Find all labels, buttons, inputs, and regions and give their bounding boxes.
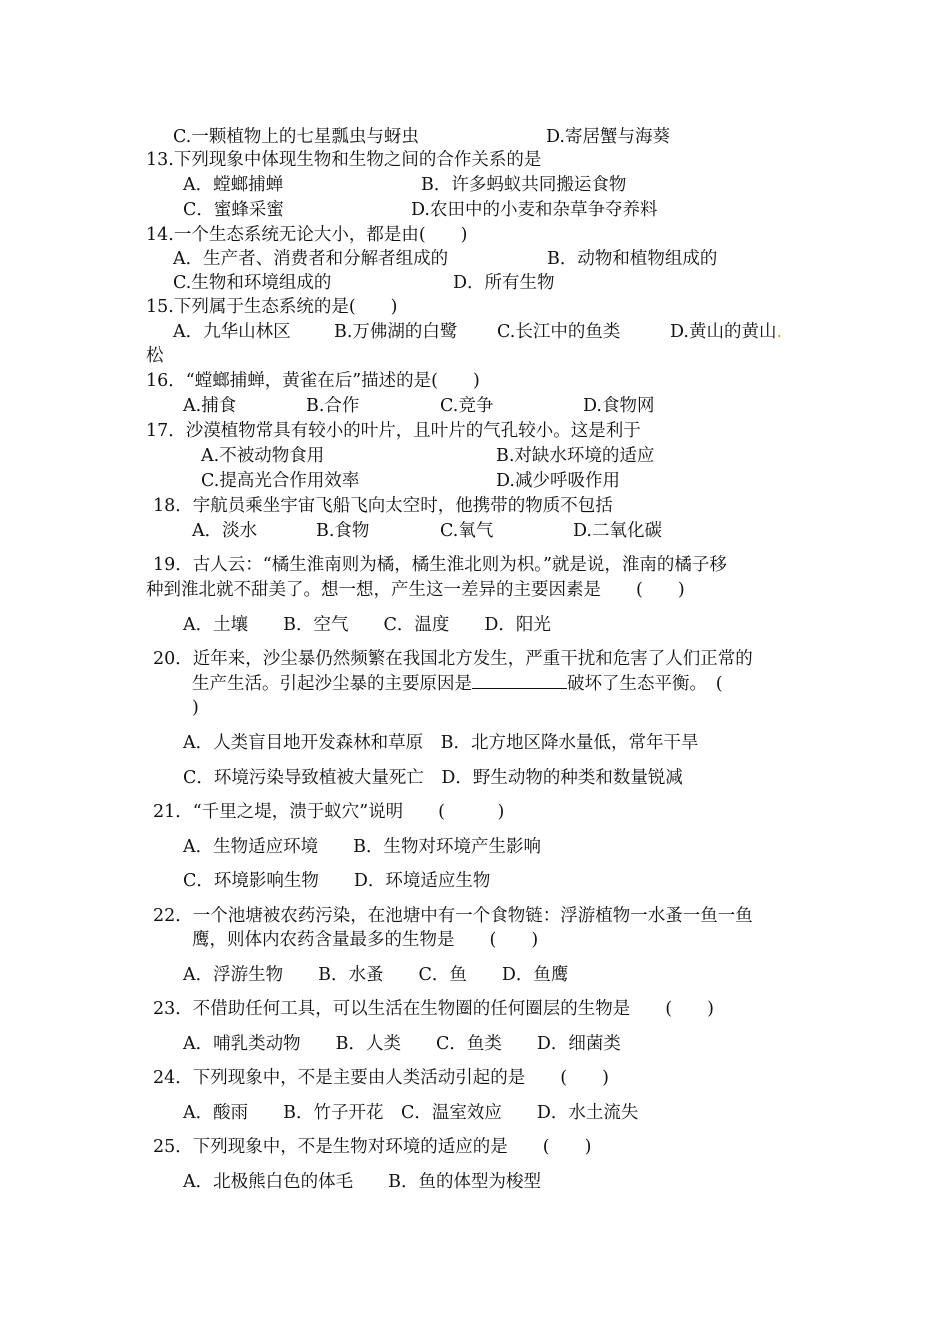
- q21-options-line2: C．环境影响生物 D．环境适应生物: [183, 871, 491, 891]
- q16-option-c: C.竞争: [440, 396, 494, 416]
- q15-stem: 15.下列属于生态系统的是( ): [146, 297, 398, 317]
- q17-stem: 17．沙漠植物常具有较小的叶片，且叶片的气孔较小。这是利于: [146, 421, 641, 441]
- q15-option-d-dot: .: [776, 322, 783, 342]
- q14-stem: 14.一个生态系统无论大小，都是由( ): [146, 225, 468, 245]
- q17-option-a: A.不被动物食用: [201, 446, 325, 466]
- q15-option-b: B.万佛湖的白鹭: [334, 322, 458, 342]
- q18-option-a: A．淡水: [192, 521, 258, 541]
- q18-option-c: C.氧气: [440, 521, 494, 541]
- q21-stem: 21．“千里之堤，溃于蚁穴”说明 ( ): [153, 802, 505, 822]
- q16-stem: 16．“螳螂捕蝉，黄雀在后”描述的是( ): [146, 371, 480, 391]
- q20-stem-line2: [192, 673, 723, 695]
- q20-options-line2: C．环境污染导致植被大量死亡 D．野生动物的种类和数量锐减: [183, 768, 683, 788]
- q20-stem-part1: 生产生活。引起沙尘暴的主要原因是: [192, 674, 472, 694]
- q21-options-line1: A．生物适应环境 B．生物对环境产生影响: [183, 837, 541, 857]
- q18-option-d: D.二氧化碳: [573, 521, 662, 541]
- q16-option-d: D.食物网: [583, 396, 655, 416]
- q22-options: A．浮游生物 B．水蚤 C．鱼 D．鱼鹰: [183, 965, 569, 985]
- q17-option-d: D.减少呼吸作用: [496, 471, 620, 491]
- q16-option-a: A.捕食: [183, 396, 237, 416]
- q20-stem-line3: ): [192, 698, 199, 718]
- q15-option-c: C.长江中的鱼类: [497, 322, 621, 342]
- q25-stem: 25．下列现象中，不是生物对环境的适应的是 ( ): [153, 1137, 592, 1157]
- q15-option-d: [670, 321, 782, 343]
- q24-options: A．酸雨 B．竹子开花 C．温室效应 D．水土流失: [183, 1103, 639, 1123]
- q20-options-line1: A．人类盲目地开发森林和草原 B．北方地区降水量低，常年干旱: [183, 733, 699, 753]
- q19-options: A．土壤 B．空气 C．温度 D．阳光: [183, 615, 551, 635]
- q15-option-a: A．九华山林区: [173, 322, 291, 342]
- q20-stem-part2: 破坏了生态平衡。 (: [567, 674, 723, 694]
- q15-option-d-wrap: 松: [146, 346, 164, 366]
- q19-stem-line1: 19．古人云：“橘生淮南则为橘，橘生淮北则为枳。”就是说，淮南的橘子移: [153, 555, 727, 575]
- q23-options: A．哺乳类动物 B．人类 C．鱼类 D．细菌类: [183, 1034, 621, 1054]
- q13-option-d: D.农田中的小麦和杂草争夺养料: [411, 200, 658, 220]
- q15-option-d-text: D.黄山的黄山: [670, 322, 777, 342]
- q17-option-b: B.对缺水环境的适应: [496, 446, 655, 466]
- q14-option-d: D．所有生物: [453, 273, 555, 293]
- q22-stem-line2: 鹰，则体内农药含量最多的生物是 ( ): [192, 930, 539, 950]
- q12-option-c: C.一颗植物上的七星瓢虫与蚜虫: [173, 127, 419, 147]
- q12-option-d: D.寄居蟹与海葵: [546, 127, 670, 147]
- q18-stem: 18．宇航员乘坐宇宙飞船飞向太空时，他携带的物质不包括: [153, 496, 613, 516]
- q19-stem-line2: 种到淮北就不甜美了。想一想，产生这一差异的主要因素是 ( ): [146, 580, 685, 600]
- q14-option-a: A．生产者、消费者和分解者组成的: [173, 249, 449, 269]
- q14-option-b: B．动物和植物组成的: [547, 249, 718, 269]
- q13-option-c: C．蜜蜂采蜜: [183, 200, 284, 220]
- q17-option-c: C.提高光合作用效率: [201, 471, 360, 491]
- q23-stem: 23．不借助任何工具，可以生活在生物圈的任何圈层的生物是 ( ): [153, 999, 714, 1019]
- q22-stem-line1: 22．一个池塘被农药污染，在池塘中有一个食物链：浮游植物一水蚤一鱼一鱼: [153, 906, 753, 926]
- q18-option-b: B.食物: [316, 521, 370, 541]
- q13-option-a: A．螳螂捕蝉: [183, 175, 284, 195]
- q24-stem: 24．下列现象中，不是主要由人类活动引起的是 ( ): [153, 1068, 609, 1088]
- q14-option-c: C.生物和环境组成的: [173, 273, 332, 293]
- q20-stem-line1: 20．近年来，沙尘暴仍然频繁在我国北方发生，严重干扰和危害了人们正常的: [153, 649, 753, 669]
- q16-option-b: B.合作: [306, 396, 360, 416]
- q13-stem: 13.下列现象中体现生物和生物之间的合作关系的是: [146, 150, 542, 170]
- q20-answer-blank: [472, 674, 567, 689]
- q13-option-b: B．许多蚂蚁共同搬运食物: [421, 175, 627, 195]
- q25-options: A．北极熊白色的体毛 B．鱼的体型为梭型: [183, 1172, 541, 1192]
